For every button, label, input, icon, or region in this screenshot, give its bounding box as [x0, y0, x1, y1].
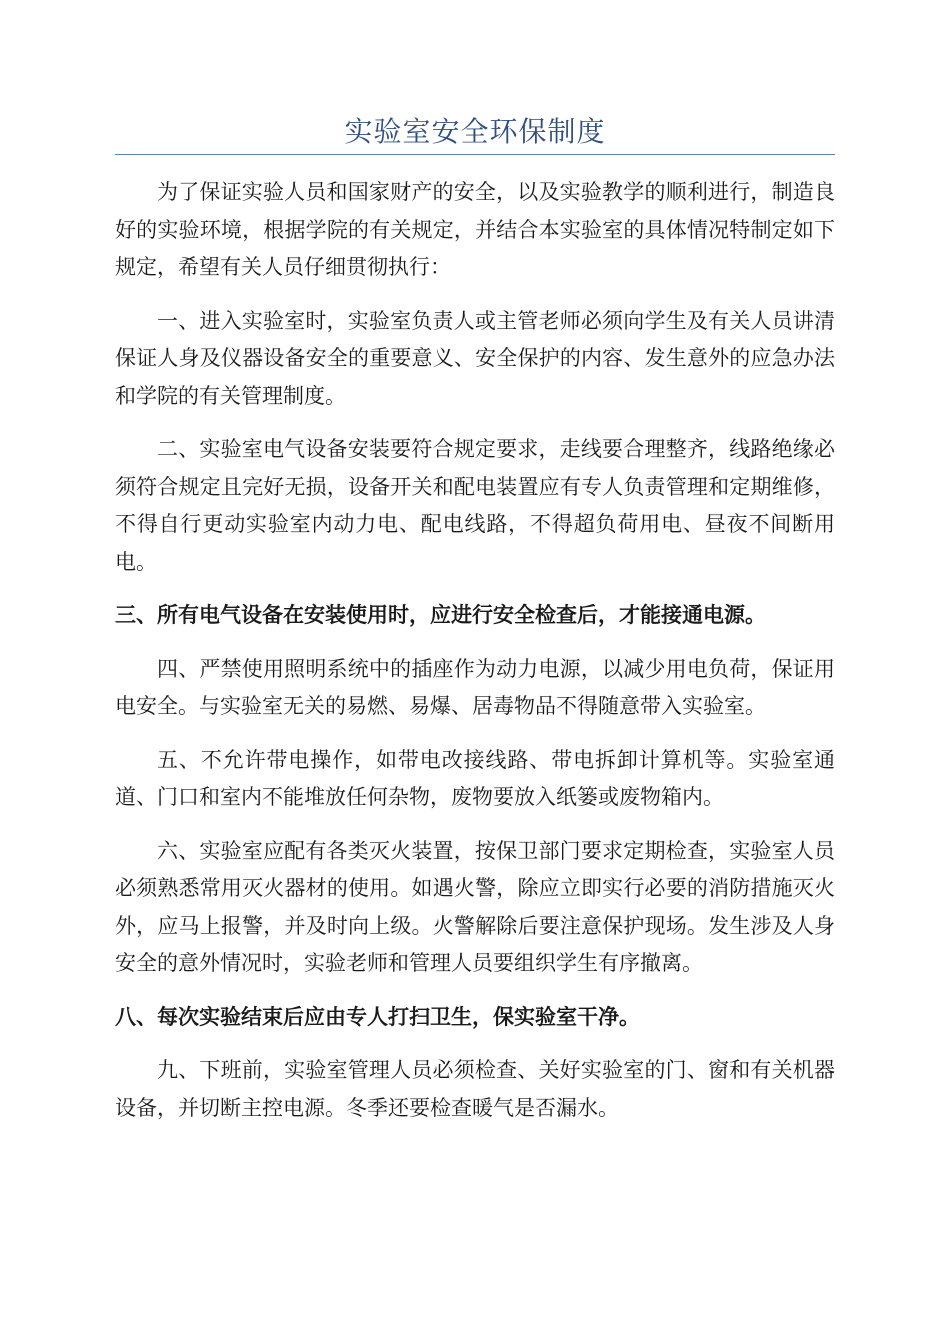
- paragraph-rule-4: 四、严禁使用照明系统中的插座作为动力电源，以减少用电负荷，保证用电安全。与实验室无关的易燃、易爆、居毒物品不得随意带入实验室。: [115, 656, 835, 718]
- paragraph-rule-9: 九、下班前，实验室管理人员必须检查、关好实验室的门、窗和有关机器设备，并切断主控电源。冬季还要检查暖气是否漏水。: [115, 1058, 835, 1120]
- paragraph-rule-8: 八、每次实验结束后应由专人打扫卫生，保实验室干净。: [115, 1004, 640, 1029]
- paragraph-intro: 为了保证实验人员和国家财产的安全，以及实验教学的顺利进行，制造良好的实验环境，根据学院的有关规定，并结合本实验室的具体情况特制定如下规定，希望有关人员仔细贯彻执行：: [115, 180, 835, 279]
- page-title: 实验室安全环保制度: [344, 115, 606, 148]
- paragraph-rule-1: 一、进入实验室时，实验室负责人或主管老师必须向学生及有关人员讲清保证人身及仪器设备安全的重要意义、安全保护的内容、发生意外的应急办法和学院的有关管理制度。: [115, 308, 835, 408]
- paragraph-rule-3: 三、所有电气设备在安装使用时，应进行安全检查后，才能接通电源。: [115, 603, 766, 627]
- title-underline: [115, 154, 835, 155]
- document-body: [115, 174, 835, 1143]
- paragraph-rule-6: 六、实验室应配有各类灭火装置，按保卫部门要求定期检查，实验室人员必须熟悉常用灭火器材的使用。如遇火警，除应立即实行必要的消防措施灭火外，应马上报警，并及时向上级。火警解除后要注意保护现场。发生涉及人身安全的意外情况时，实验老师和管理人员要组织学生有序撤离。: [115, 838, 835, 975]
- paragraph-rule-5: 五、不允许带电操作，如带电改接线路、带电拆卸计算机等。实验室通道、门口和室内不能堆放任何杂物，废物要放入纸篓或废物箱内。: [115, 747, 835, 809]
- paragraph-rule-2: 二、实验室电气设备安装要符合规定要求，走线要合理整齐，线路绝缘必须符合规定且完好无损，设备开关和配电装置应有专人负责管理和定期维修，不得自行更动实验室内动力电、配电线路，不得超负荷用电、昼夜不间断用电。: [115, 437, 835, 574]
